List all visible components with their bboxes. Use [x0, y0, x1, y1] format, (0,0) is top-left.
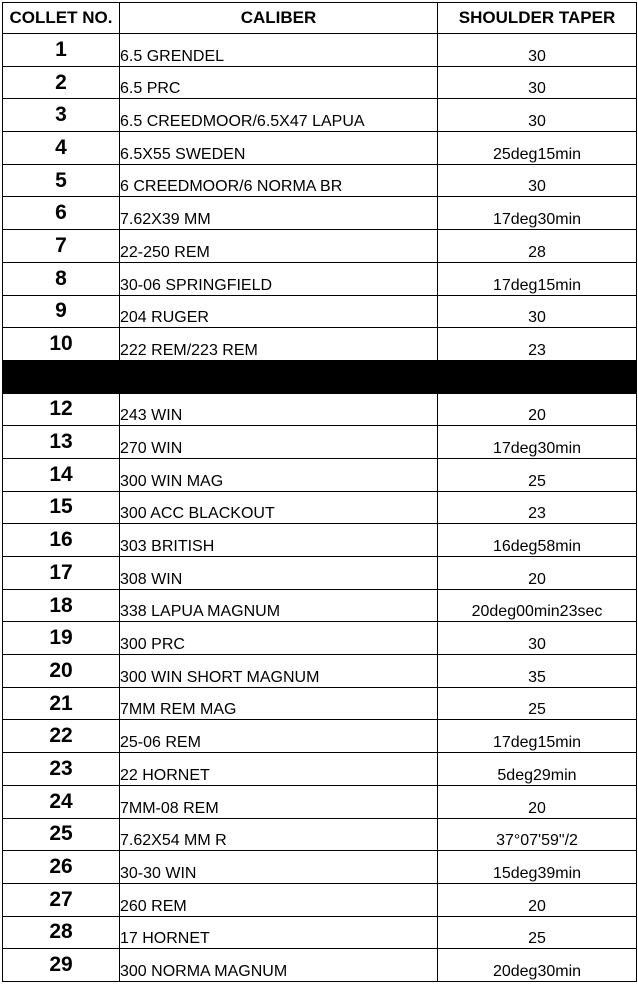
table-row — [3, 132, 637, 165]
shoulder-taper-cell: 25 — [438, 458, 637, 491]
caliber-cell: 30-06 SPRINGFIELD — [120, 262, 438, 295]
caliber-cell: 270 WIN — [120, 426, 438, 459]
collet-number: 16 — [3, 524, 120, 557]
table-row — [3, 66, 637, 99]
table-row — [3, 818, 637, 851]
table-header — [3, 3, 637, 34]
collet-number: 4 — [3, 132, 120, 165]
table-row — [3, 557, 637, 590]
caliber-cell: 7MM-08 REM — [120, 785, 438, 818]
table-row — [3, 99, 637, 132]
table-row — [3, 687, 637, 720]
caliber-cell: 25-06 REM — [120, 720, 438, 753]
shoulder-taper-cell: 17deg15min — [438, 262, 637, 295]
collet-table — [2, 2, 637, 982]
collet-number: 24 — [3, 785, 120, 818]
collet-number: 23 — [3, 753, 120, 786]
caliber-cell: 300 ACC BLACKOUT — [120, 491, 438, 524]
caliber-cell: 22 HORNET — [120, 753, 438, 786]
table-row — [3, 197, 637, 230]
collet-number: 17 — [3, 557, 120, 590]
shoulder-taper-cell: 23 — [438, 491, 637, 524]
shoulder-taper-cell: 30 — [438, 295, 637, 328]
redacted-cell — [3, 360, 120, 393]
table-row — [3, 589, 637, 622]
caliber-cell: 7MM REM MAG — [120, 687, 438, 720]
caliber-cell: 6.5 CREEDMOOR/6.5X47 LAPUA — [120, 99, 438, 132]
caliber-cell: 17 HORNET — [120, 916, 438, 949]
shoulder-taper-cell: 35 — [438, 655, 637, 688]
collet-number: 15 — [3, 491, 120, 524]
collet-number: 3 — [3, 99, 120, 132]
table-row — [3, 393, 637, 426]
table-row — [3, 230, 637, 263]
shoulder-taper-cell: 20deg30min — [438, 949, 637, 982]
collet-number: 8 — [3, 262, 120, 295]
collet-number: 5 — [3, 164, 120, 197]
collet-number: 27 — [3, 883, 120, 916]
header-row — [3, 3, 637, 34]
collet-number: 26 — [3, 851, 120, 884]
caliber-cell: 260 REM — [120, 883, 438, 916]
collet-number: 29 — [3, 949, 120, 982]
shoulder-taper-cell: 5deg29min — [438, 753, 637, 786]
table-row — [3, 164, 637, 197]
table-row — [3, 622, 637, 655]
table-row — [3, 916, 637, 949]
table-row — [3, 524, 637, 557]
caliber-cell: 300 WIN SHORT MAGNUM — [120, 655, 438, 688]
collet-number: 18 — [3, 589, 120, 622]
shoulder-taper-cell: 30 — [438, 34, 637, 67]
caliber-cell: 300 PRC — [120, 622, 438, 655]
collet-number: 25 — [3, 818, 120, 851]
table-row — [3, 785, 637, 818]
table-row — [3, 655, 637, 688]
table-row — [3, 851, 637, 884]
shoulder-taper-cell: 30 — [438, 66, 637, 99]
table-row — [3, 883, 637, 916]
table-body — [3, 34, 637, 982]
collet-number: 6 — [3, 197, 120, 230]
caliber-cell: 308 WIN — [120, 557, 438, 590]
caliber-cell: 6 CREEDMOOR/6 NORMA BR — [120, 164, 438, 197]
caliber-cell: 338 LAPUA MAGNUM — [120, 589, 438, 622]
collet-number: 2 — [3, 66, 120, 99]
caliber-cell: 30-30 WIN — [120, 851, 438, 884]
header-caliber: CALIBER — [120, 3, 438, 34]
caliber-cell: 204 RUGER — [120, 295, 438, 328]
table-row — [3, 34, 637, 67]
shoulder-taper-cell: 30 — [438, 622, 637, 655]
caliber-cell: 6.5 PRC — [120, 66, 438, 99]
collet-number: 22 — [3, 720, 120, 753]
collet-number: 9 — [3, 295, 120, 328]
caliber-cell: 6.5X55 SWEDEN — [120, 132, 438, 165]
collet-number: 13 — [3, 426, 120, 459]
shoulder-taper-cell: 17deg30min — [438, 197, 637, 230]
table-row — [3, 753, 637, 786]
caliber-cell: 7.62X39 MM — [120, 197, 438, 230]
collet-number: 28 — [3, 916, 120, 949]
caliber-cell: 6.5 GRENDEL — [120, 34, 438, 67]
shoulder-taper-cell: 25 — [438, 687, 637, 720]
collet-number: 7 — [3, 230, 120, 263]
header-shoulder-taper: SHOULDER TAPER — [438, 3, 637, 34]
table-row — [3, 262, 637, 295]
collet-number: 10 — [3, 328, 120, 361]
redacted-cell — [438, 360, 637, 393]
table-row — [3, 491, 637, 524]
shoulder-taper-cell: 15deg39min — [438, 851, 637, 884]
caliber-cell: 300 NORMA MAGNUM — [120, 949, 438, 982]
header-collet-no: COLLET NO. — [3, 3, 120, 34]
shoulder-taper-cell: 30 — [438, 99, 637, 132]
collet-number: 19 — [3, 622, 120, 655]
shoulder-taper-cell: 16deg58min — [438, 524, 637, 557]
shoulder-taper-cell: 25deg15min — [438, 132, 637, 165]
table-row — [3, 949, 637, 982]
shoulder-taper-cell: 20 — [438, 393, 637, 426]
collet-number: 21 — [3, 687, 120, 720]
shoulder-taper-cell: 17deg30min — [438, 426, 637, 459]
shoulder-taper-cell: 20 — [438, 785, 637, 818]
caliber-cell: 22-250 REM — [120, 230, 438, 263]
shoulder-taper-cell: 37°07'59"/2 — [438, 818, 637, 851]
collet-number: 20 — [3, 655, 120, 688]
shoulder-taper-cell: 20 — [438, 883, 637, 916]
shoulder-taper-cell: 28 — [438, 230, 637, 263]
caliber-cell: 222 REM/223 REM — [120, 328, 438, 361]
shoulder-taper-cell: 20deg00min23sec — [438, 589, 637, 622]
table-row — [3, 328, 637, 361]
shoulder-taper-cell: 20 — [438, 557, 637, 590]
shoulder-taper-cell: 30 — [438, 164, 637, 197]
collet-number: 14 — [3, 458, 120, 491]
caliber-cell: 7.62X54 MM R — [120, 818, 438, 851]
table-row — [3, 458, 637, 491]
table-row — [3, 720, 637, 753]
shoulder-taper-cell: 25 — [438, 916, 637, 949]
collet-number: 12 — [3, 393, 120, 426]
redacted-row — [3, 360, 637, 393]
caliber-cell: 303 BRITISH — [120, 524, 438, 557]
table-row — [3, 426, 637, 459]
shoulder-taper-cell: 23 — [438, 328, 637, 361]
caliber-cell: 300 WIN MAG — [120, 458, 438, 491]
table-row — [3, 295, 637, 328]
shoulder-taper-cell: 17deg15min — [438, 720, 637, 753]
redacted-cell — [120, 360, 438, 393]
caliber-cell: 243 WIN — [120, 393, 438, 426]
collet-number: 1 — [3, 34, 120, 67]
